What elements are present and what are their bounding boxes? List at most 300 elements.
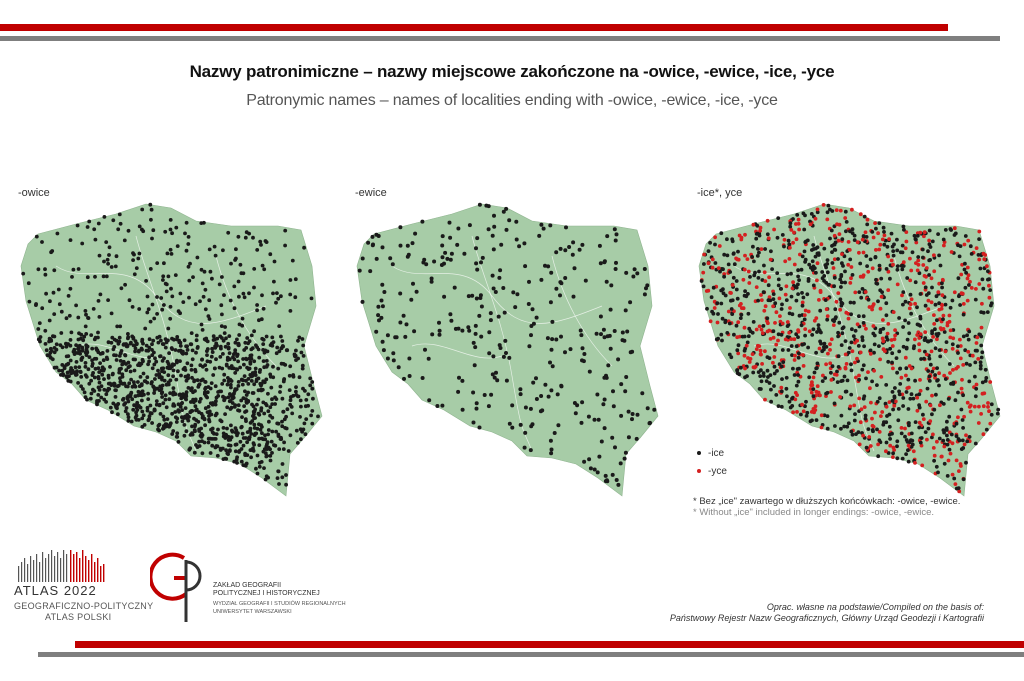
point xyxy=(917,392,921,396)
point xyxy=(864,254,868,258)
point xyxy=(206,410,210,414)
point xyxy=(765,316,769,320)
point xyxy=(233,306,237,310)
point xyxy=(270,336,274,340)
point xyxy=(214,357,218,361)
point xyxy=(497,276,501,280)
point-yce xyxy=(755,285,759,289)
point xyxy=(890,351,894,355)
point xyxy=(879,277,883,281)
point xyxy=(780,377,784,381)
point xyxy=(197,440,201,444)
point-yce xyxy=(763,398,767,402)
point-yce xyxy=(957,469,961,473)
point xyxy=(849,362,853,366)
point xyxy=(862,314,866,318)
point xyxy=(119,351,123,355)
point xyxy=(257,318,261,322)
point xyxy=(240,460,244,464)
point xyxy=(571,253,575,257)
point xyxy=(97,377,101,381)
point xyxy=(279,385,283,389)
point xyxy=(187,296,191,300)
point xyxy=(411,282,415,286)
point xyxy=(840,261,844,265)
point xyxy=(44,273,48,277)
point-yce xyxy=(988,296,992,300)
point-yce xyxy=(829,390,833,394)
point xyxy=(131,305,135,309)
point-yce xyxy=(868,305,872,309)
point xyxy=(68,314,72,318)
point xyxy=(89,379,93,383)
point xyxy=(958,439,962,443)
point xyxy=(643,267,647,271)
point xyxy=(850,341,854,345)
point xyxy=(278,390,282,394)
point xyxy=(208,420,212,424)
point xyxy=(495,378,499,382)
point xyxy=(89,397,93,401)
point xyxy=(609,283,613,287)
point xyxy=(803,334,807,338)
point xyxy=(967,283,971,287)
point xyxy=(785,376,789,380)
point xyxy=(448,312,452,316)
point-yce xyxy=(966,266,970,270)
point xyxy=(115,254,119,258)
point xyxy=(498,268,502,272)
point xyxy=(732,251,736,255)
point-yce xyxy=(900,376,904,380)
point xyxy=(224,448,228,452)
point xyxy=(539,394,543,398)
point xyxy=(797,351,801,355)
point xyxy=(759,387,763,391)
point xyxy=(146,392,150,396)
point xyxy=(765,379,769,383)
point-yce xyxy=(963,443,967,447)
point xyxy=(167,362,171,366)
point xyxy=(229,299,233,303)
point xyxy=(107,376,111,380)
point xyxy=(405,322,409,326)
point xyxy=(610,436,614,440)
point xyxy=(216,454,220,458)
point xyxy=(746,341,750,345)
point xyxy=(200,358,204,362)
point xyxy=(730,307,734,311)
point xyxy=(831,318,835,322)
point xyxy=(214,414,218,418)
point xyxy=(800,323,804,327)
point xyxy=(246,382,250,386)
point xyxy=(727,263,731,267)
point-yce xyxy=(794,222,798,226)
point xyxy=(460,329,464,333)
point-yce xyxy=(816,208,820,212)
point xyxy=(398,292,402,296)
point xyxy=(729,299,733,303)
point xyxy=(814,255,818,259)
point xyxy=(66,363,70,367)
point xyxy=(430,332,434,336)
point xyxy=(192,378,196,382)
point-yce xyxy=(776,339,780,343)
point xyxy=(730,312,734,316)
point xyxy=(471,391,475,395)
point xyxy=(185,249,189,253)
point-yce xyxy=(835,300,839,304)
point xyxy=(146,295,150,299)
point xyxy=(712,286,716,290)
point-yce xyxy=(988,380,992,384)
point xyxy=(876,400,880,404)
point-yce xyxy=(848,248,852,252)
point xyxy=(172,369,176,373)
point xyxy=(708,241,712,245)
point xyxy=(191,433,195,437)
point xyxy=(621,338,625,342)
point-yce xyxy=(797,228,801,232)
point-yce xyxy=(793,263,797,267)
point xyxy=(235,458,239,462)
point xyxy=(294,277,298,281)
point xyxy=(882,230,886,234)
point xyxy=(102,260,106,264)
point xyxy=(982,311,986,315)
point xyxy=(737,343,741,347)
point-yce xyxy=(731,283,735,287)
point-yce xyxy=(879,375,883,379)
point xyxy=(44,342,48,346)
point-yce xyxy=(774,343,778,347)
point-yce xyxy=(814,217,818,221)
point xyxy=(427,398,431,402)
point xyxy=(252,412,256,416)
point xyxy=(210,277,214,281)
point xyxy=(897,316,901,320)
point-yce xyxy=(755,328,759,332)
point xyxy=(193,424,197,428)
point xyxy=(252,423,256,427)
point xyxy=(963,262,967,266)
point xyxy=(911,250,915,254)
point-yce xyxy=(918,378,922,382)
point xyxy=(108,245,112,249)
point xyxy=(123,283,127,287)
point xyxy=(399,244,403,248)
point xyxy=(497,315,501,319)
point xyxy=(203,423,207,427)
point xyxy=(985,428,989,432)
point xyxy=(503,339,507,343)
point-yce xyxy=(711,258,715,262)
point-yce xyxy=(830,378,834,382)
point xyxy=(276,367,280,371)
point-yce xyxy=(833,373,837,377)
point xyxy=(424,262,428,266)
point xyxy=(281,410,285,414)
point xyxy=(149,320,153,324)
point xyxy=(40,306,44,310)
point xyxy=(844,210,848,214)
point xyxy=(302,354,306,358)
point-yce xyxy=(930,300,934,304)
point xyxy=(893,396,897,400)
point xyxy=(944,303,948,307)
point-yce xyxy=(736,352,740,356)
point xyxy=(261,264,265,268)
point xyxy=(211,403,215,407)
point xyxy=(554,338,558,342)
point xyxy=(478,426,482,430)
point xyxy=(186,374,190,378)
point xyxy=(237,403,241,407)
point xyxy=(232,392,236,396)
point xyxy=(549,271,553,275)
point xyxy=(381,304,385,308)
point xyxy=(111,218,115,222)
point-yce xyxy=(917,342,921,346)
point xyxy=(758,374,762,378)
point xyxy=(126,397,130,401)
point xyxy=(735,288,739,292)
point-yce xyxy=(763,279,767,283)
point xyxy=(147,307,151,311)
point-yce xyxy=(941,293,945,297)
point xyxy=(515,292,519,296)
point xyxy=(886,338,890,342)
point xyxy=(179,292,183,296)
point xyxy=(630,417,634,421)
point xyxy=(877,438,881,442)
point xyxy=(567,245,571,249)
point xyxy=(728,270,732,274)
point xyxy=(254,467,258,471)
point xyxy=(301,344,305,348)
point xyxy=(255,308,259,312)
point xyxy=(853,419,857,423)
point xyxy=(150,342,154,346)
point xyxy=(751,371,755,375)
point-yce xyxy=(859,351,863,355)
point xyxy=(964,234,968,238)
point-yce xyxy=(820,426,824,430)
point xyxy=(119,222,123,226)
point xyxy=(175,361,179,365)
point xyxy=(90,392,94,396)
point xyxy=(283,229,287,233)
point xyxy=(821,276,825,280)
point xyxy=(947,415,951,419)
point xyxy=(913,379,917,383)
point xyxy=(822,247,826,251)
point xyxy=(885,313,889,317)
point xyxy=(760,379,764,383)
point xyxy=(170,231,174,235)
point xyxy=(646,406,650,410)
point xyxy=(527,302,531,306)
point xyxy=(841,331,845,335)
point xyxy=(462,252,466,256)
point xyxy=(805,292,809,296)
point xyxy=(854,329,858,333)
point xyxy=(986,269,990,273)
point xyxy=(252,443,256,447)
point-yce xyxy=(836,291,840,295)
point xyxy=(624,451,628,455)
point-yce xyxy=(743,268,747,272)
point-yce xyxy=(908,257,912,261)
point xyxy=(214,254,218,258)
point xyxy=(108,365,112,369)
point xyxy=(297,336,301,340)
point-yce xyxy=(779,386,783,390)
point xyxy=(810,248,814,252)
point xyxy=(588,370,592,374)
point xyxy=(288,374,292,378)
point-yce xyxy=(760,362,764,366)
point-yce xyxy=(885,405,889,409)
point xyxy=(250,403,254,407)
point-yce xyxy=(966,350,970,354)
point-yce xyxy=(878,358,882,362)
point xyxy=(79,375,83,379)
point-yce xyxy=(970,286,974,290)
point-yce xyxy=(818,347,822,351)
point-yce xyxy=(894,400,898,404)
point xyxy=(222,373,226,377)
point xyxy=(94,336,98,340)
point-yce xyxy=(866,218,870,222)
point-yce xyxy=(833,234,837,238)
point xyxy=(852,334,856,338)
point xyxy=(212,338,216,342)
point xyxy=(358,269,362,273)
point xyxy=(937,254,941,258)
point xyxy=(475,236,479,240)
point xyxy=(143,379,147,383)
point xyxy=(831,364,835,368)
point xyxy=(956,351,960,355)
point xyxy=(604,374,608,378)
point xyxy=(254,367,258,371)
point xyxy=(859,296,863,300)
point xyxy=(461,408,465,412)
point xyxy=(237,333,241,337)
point xyxy=(826,391,830,395)
point-yce xyxy=(825,307,829,311)
point xyxy=(138,225,142,229)
point xyxy=(161,274,165,278)
point xyxy=(818,309,822,313)
point xyxy=(124,368,128,372)
point xyxy=(106,258,110,262)
point xyxy=(219,347,223,351)
point-yce xyxy=(717,266,721,270)
point xyxy=(470,294,474,298)
point-yce xyxy=(809,383,813,387)
point xyxy=(98,315,102,319)
point xyxy=(756,299,760,303)
point xyxy=(826,427,830,431)
point-yce xyxy=(975,383,979,387)
point xyxy=(220,313,224,317)
point xyxy=(927,273,931,277)
point xyxy=(881,423,885,427)
point xyxy=(507,218,511,222)
point xyxy=(204,394,208,398)
point xyxy=(310,422,314,426)
point xyxy=(786,272,790,276)
point-yce xyxy=(892,404,896,408)
point xyxy=(250,334,254,338)
point xyxy=(840,281,844,285)
point xyxy=(969,244,973,248)
point xyxy=(474,324,478,328)
point xyxy=(98,381,102,385)
point-yce xyxy=(772,336,776,340)
point xyxy=(933,373,937,377)
point xyxy=(928,357,932,361)
point xyxy=(499,346,503,350)
point xyxy=(77,338,81,342)
point xyxy=(187,235,191,239)
point xyxy=(865,446,869,450)
point xyxy=(308,377,312,381)
point xyxy=(150,208,154,212)
point xyxy=(69,238,73,242)
point xyxy=(958,303,962,307)
point xyxy=(602,328,606,332)
point xyxy=(914,280,918,284)
point xyxy=(951,299,955,303)
point xyxy=(304,398,308,402)
point xyxy=(136,257,140,261)
point xyxy=(898,382,902,386)
point xyxy=(266,392,270,396)
point xyxy=(140,383,144,387)
point xyxy=(478,203,482,207)
point xyxy=(252,449,256,453)
point xyxy=(69,380,73,384)
point xyxy=(151,385,155,389)
point xyxy=(106,262,110,266)
point xyxy=(861,287,865,291)
point-yce xyxy=(926,307,930,311)
point xyxy=(160,387,164,391)
point xyxy=(181,419,185,423)
point xyxy=(179,405,183,409)
point xyxy=(954,398,958,402)
point xyxy=(107,387,111,391)
point-yce xyxy=(877,248,881,252)
legend-label-ice: -ice xyxy=(708,447,725,459)
point-yce xyxy=(917,263,921,267)
point xyxy=(802,296,806,300)
point xyxy=(934,346,938,350)
point xyxy=(233,405,237,409)
point xyxy=(243,341,247,345)
point xyxy=(162,261,166,265)
point xyxy=(457,376,461,380)
point xyxy=(269,386,273,390)
point-yce xyxy=(890,338,894,342)
point xyxy=(489,311,493,315)
point xyxy=(937,332,941,336)
point xyxy=(777,278,781,282)
